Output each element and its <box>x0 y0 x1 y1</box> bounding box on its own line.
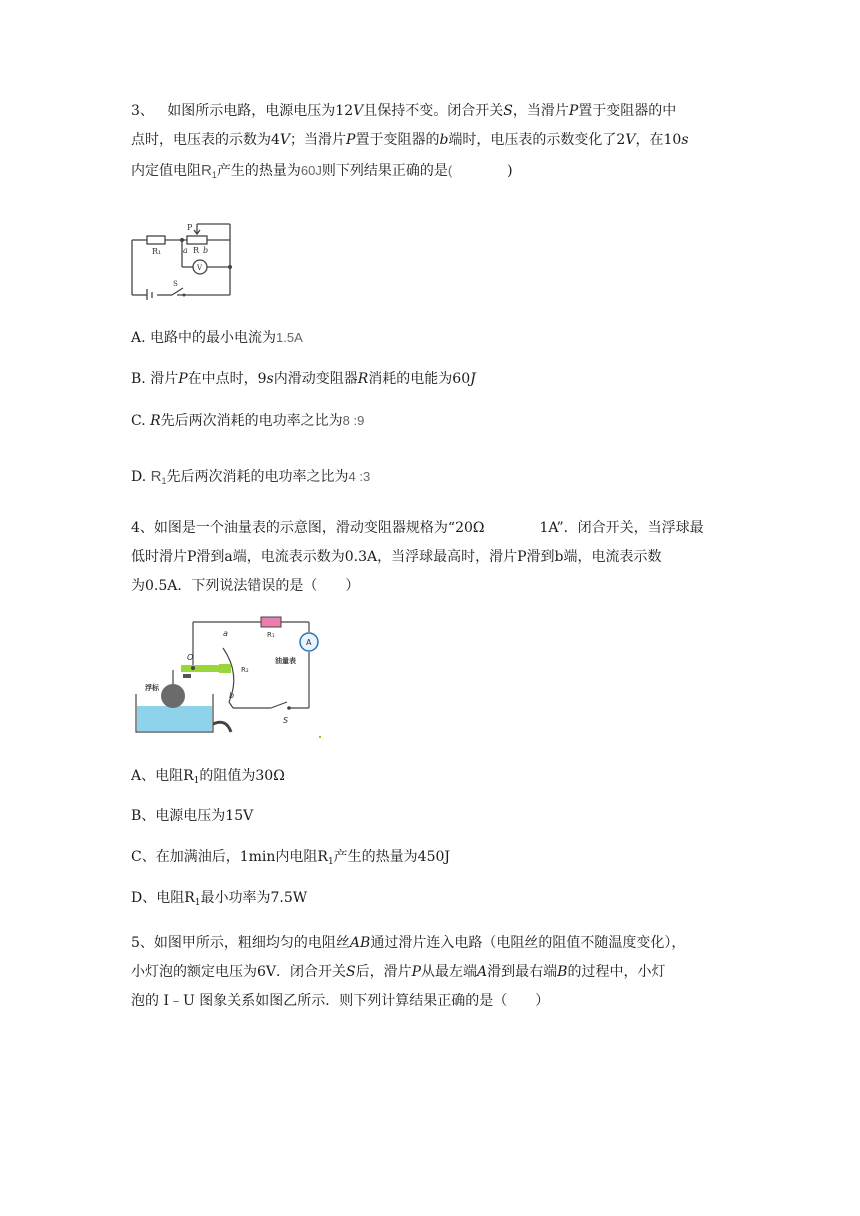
heat-value: 60J <box>300 163 322 178</box>
q5-line-2: 小灯泡的额定电压为6V．闭合开关S后，滑片P从最左端A滑到最右端B的过程中，小灯 <box>131 964 666 980</box>
q4-option-c: C、在加满油后，1min内电阻$R_1$产生的热量为450J <box>131 849 451 867</box>
q3-line-2: 点时，电压表的示数为4V；当滑片P置于变阻器的b端时，电压表的示数变化了2V，在10s <box>131 132 689 148</box>
r1-label: R₁ <box>267 631 275 639</box>
r-label: R <box>193 246 200 255</box>
switch-label: S <box>173 280 178 288</box>
float-label: 浮标 <box>145 684 159 692</box>
q3-line-1: 3、 如图所示电路，电源电压为12V且保持不变。闭合开关S，当滑片P置于变阻器的中 <box>131 103 677 119</box>
voltmeter-label: V <box>197 264 203 272</box>
q3-circuit-diagram <box>127 220 237 300</box>
q3-option-c: C. R先后两次消耗的电功率之比为8 :9 <box>131 413 365 429</box>
oil-gauge-label: 油量表 <box>275 657 296 665</box>
slider-p-label: P <box>187 223 193 232</box>
b-end-label: b <box>229 691 235 700</box>
q3-option-a: A. 电路中的最小电流为1.5A <box>131 330 303 346</box>
a-end-label: a <box>223 629 228 638</box>
pivot-o-label: O <box>187 653 194 662</box>
q4-option-d: D、电阻$R_1$最小功率为7.5W <box>131 890 308 908</box>
switch-label: S <box>283 716 289 725</box>
ammeter-label: A <box>306 638 312 647</box>
b-end-label: b <box>203 246 209 255</box>
q4-line-3: 为0.5A．下列说法错误的是（ ） <box>131 578 360 594</box>
q4-option-a: A、电阻$R_1$的阻值为30Ω <box>131 768 285 786</box>
q3-option-d: D. $R_1$先后两次消耗的电功率之比为4 :3 <box>131 468 371 486</box>
q3-option-b: B. 滑片P在中点时，9s内滑动变阻器R消耗的电能为60J <box>131 371 476 387</box>
q4-option-b: B、电源电压为15V <box>131 808 254 824</box>
r2-label: R₂ <box>241 666 249 674</box>
q3-line-3: 内定值电阻$R_1$产生的热量为60J则下列结果正确的是( ) <box>131 162 513 180</box>
q4-line-2: 低时滑片P滑到a端，电流表示数为0.3A，当浮球最高时，滑片P滑到b端，电流表示数 <box>131 549 662 565</box>
r1-label: R₁ <box>152 247 162 256</box>
q5-line-3: 泡的 I﹣U 图象关系如图乙所示．则下列计算结果正确的是（ ） <box>131 993 550 1009</box>
r1-symbol: $R_1$ <box>201 162 217 180</box>
a-end-label: a <box>183 246 188 255</box>
q4-line-1: 4、如图是一个油量表的示意图，滑动变阻器规格为“20Ω 1A”．闭合开关，当浮球最 <box>131 520 704 536</box>
q5-line-1: 5、如图甲所示，粗细均匀的电阻丝AB通过滑片连入电路（电阻丝的阻值不随温度变化）， <box>131 935 686 951</box>
q4-oil-gauge-diagram <box>131 610 326 742</box>
